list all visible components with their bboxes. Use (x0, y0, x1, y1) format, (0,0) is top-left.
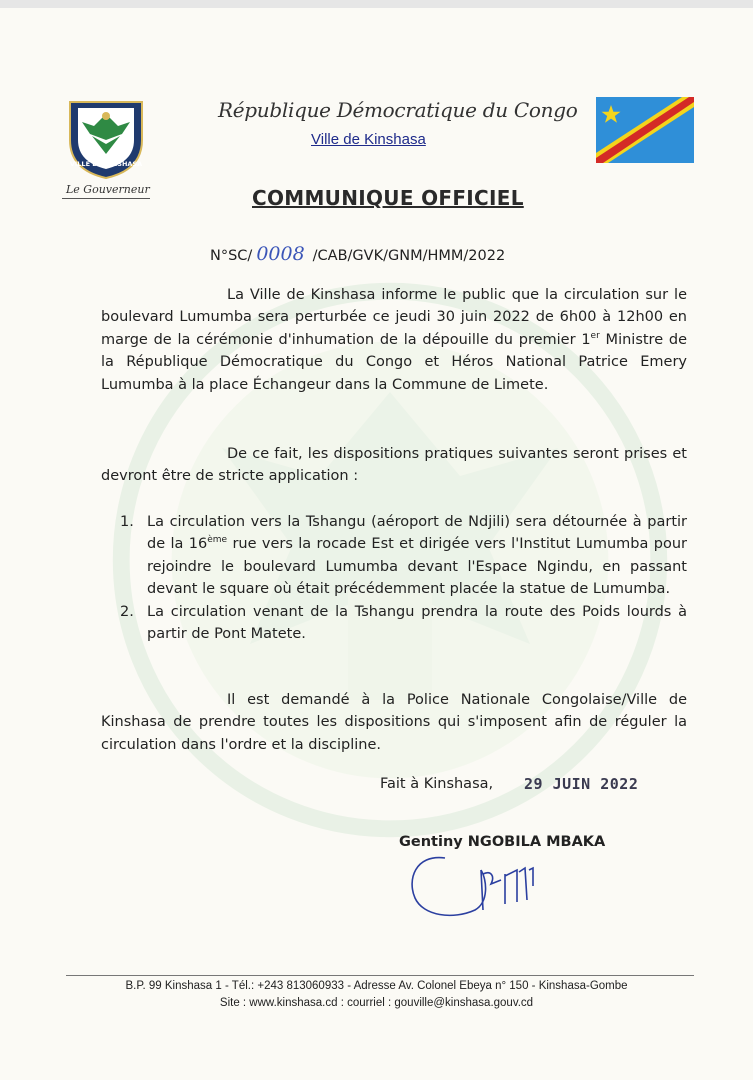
drc-flag-icon (596, 97, 694, 163)
governor-label: Le Gouverneur (66, 183, 150, 196)
top-band (0, 0, 753, 8)
seal-text: VILLE DE KINSHASA (69, 160, 143, 168)
footer-divider (66, 975, 694, 976)
paragraph-announcement: La Ville de Kinshasa informe le public que la circulation sur le boulevard Lumumba sera perturbée ce jeudi 30 juin 2022 de 6h00 à 12h00 en marge de la cérémonie d'inhumation de la dépouille du premier 1er Ministre de la République Démocratique du Congo et Héros National Patrice Emery Lumumba à la place Échangeur dans la Commune de Limete. (101, 287, 688, 393)
paragraph-measures: De ce fait, les dispositions pratiques suivantes seront prises et devront être de stricte application : (101, 446, 687, 485)
signer-name: Gentiny NGOBILA MBAKA (399, 834, 606, 850)
republic-heading: République Démocratique du Congo (218, 98, 578, 122)
list-item: 1. La circulation vers la Tshangu (aéroport de Ndjili) sera détournée à partir de la 16ème rue vers la rocade Est et dirigée vers l'Institut Lumumba pour rejoindre le boulevard Lumumba devant l'Espace Ngindu, en passant devant le square où était précédemment placée la statue de Lumumba. (120, 514, 687, 598)
paragraph-request: Il est demandé à la Police Nationale Congolaise/Ville de Kinshasa de prendre toutes les dispositions qui s'imposent afin de réguler la circulation dans l'ordre et la discipline. (101, 692, 687, 753)
closing-date-stamp: 29 JUIN 2022 (524, 775, 639, 793)
city-seal-logo (64, 96, 148, 180)
handwritten-signature (405, 840, 555, 925)
measures-list (120, 511, 687, 645)
governor-divider (62, 198, 150, 199)
reference-prefix: N°SC/ (210, 248, 253, 264)
reference-suffix: /CAB/GVK/GNM/HMM/2022 (312, 248, 506, 264)
document-title: COMMUNIQUE OFFICIEL (252, 186, 524, 210)
closing-place: Fait à Kinshasa, (380, 776, 494, 792)
list-item: 2. La circulation venant de la Tshangu prendra la route des Poids lourds à partir de Pont Matete. (120, 603, 687, 643)
city-link[interactable]: Ville de Kinshasa (311, 131, 426, 148)
footer-address: B.P. 99 Kinshasa 1 - Tél.: +243 813060933 - Adresse Av. Colonel Ebeya n° 150 - Kinshasa-Gombe (125, 980, 628, 992)
reference-handwritten-number: 0008 (256, 243, 305, 265)
footer-contact: Site : www.kinshasa.cd : courriel : gouville@kinshasa.gouv.cd (219, 997, 534, 1009)
reference-number (210, 243, 505, 265)
